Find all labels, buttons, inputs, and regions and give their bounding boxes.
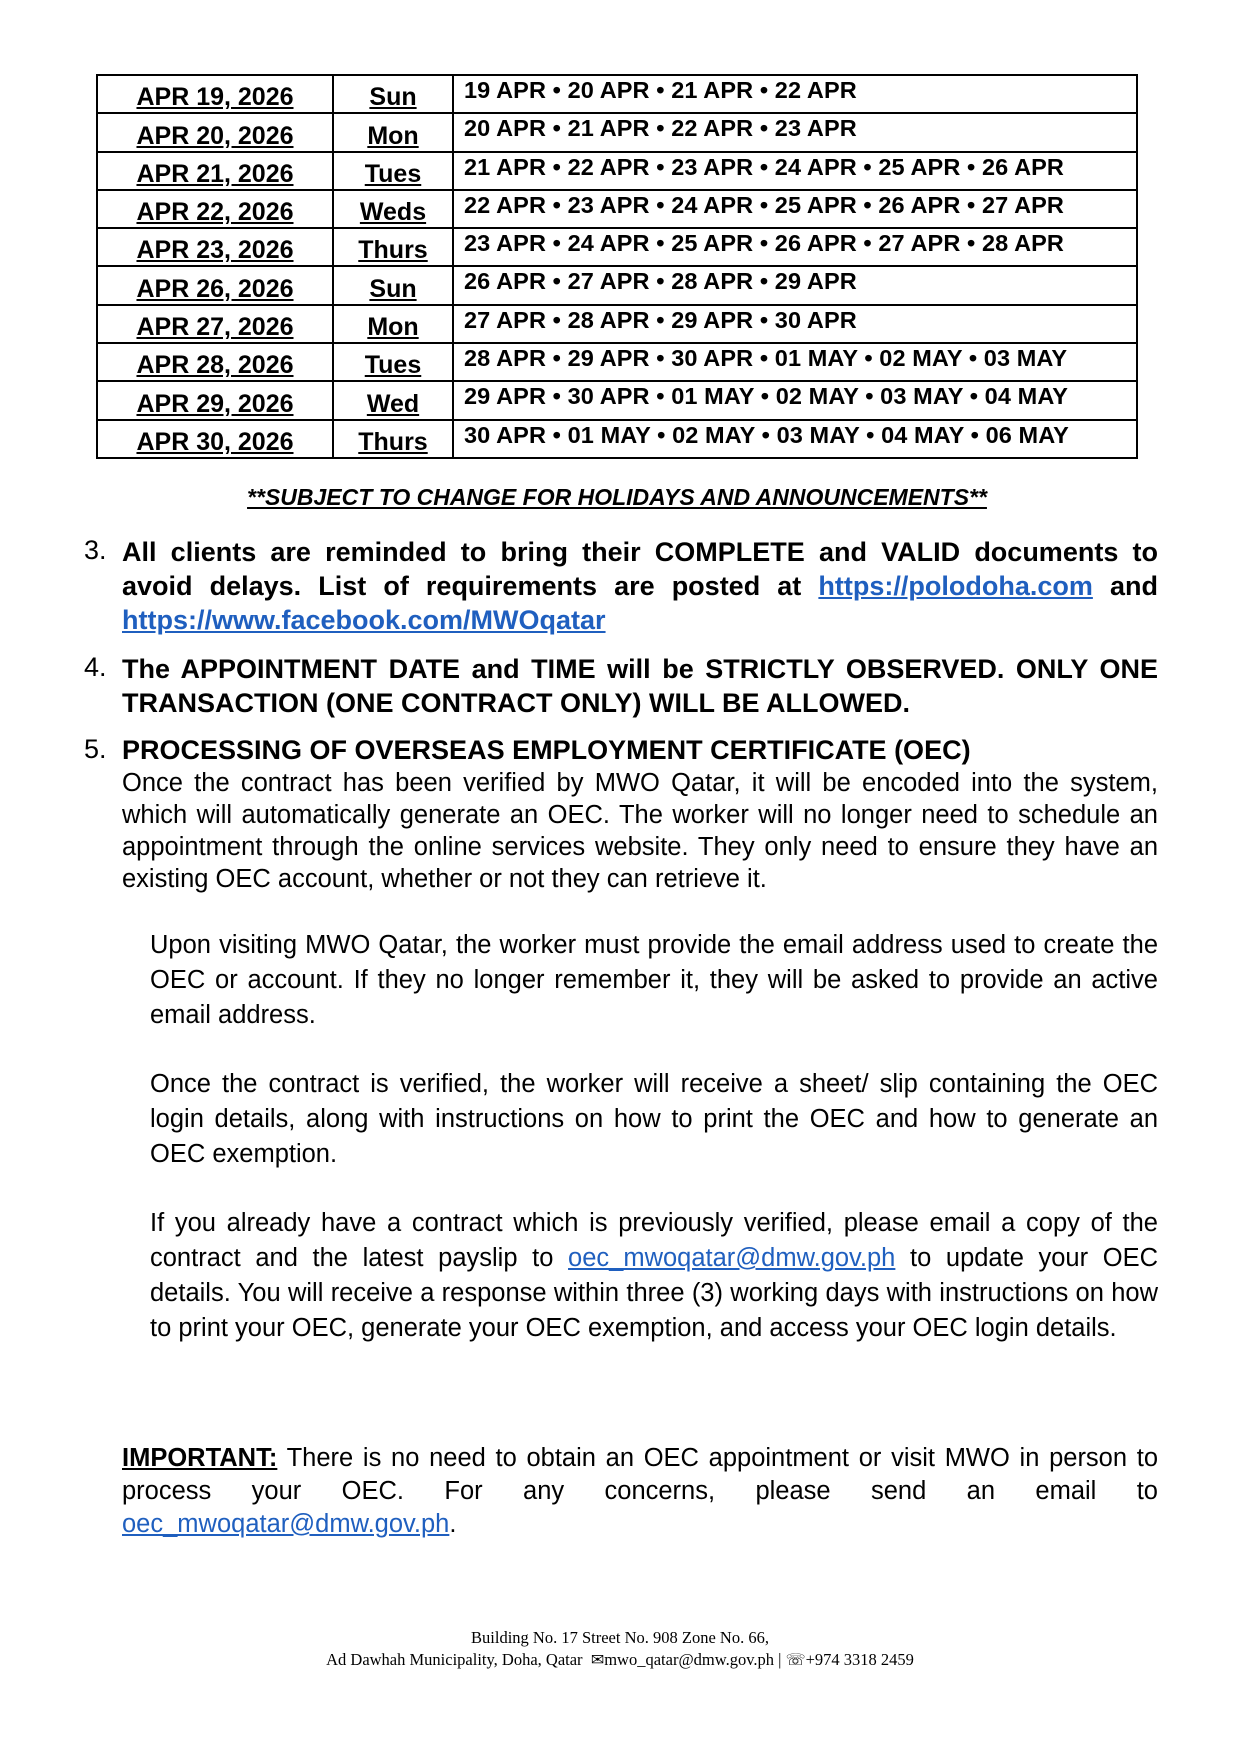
schedule-row	[97, 381, 1137, 419]
schedule-day: Weds	[333, 190, 453, 228]
footer-address-line1: Building No. 17 Street No. 908 Zone No. 66,	[471, 1628, 769, 1647]
item-3-and: and	[1109, 571, 1158, 601]
schedule-row	[97, 75, 1137, 113]
schedule-day: Mon	[333, 305, 453, 343]
footer	[0, 1627, 1240, 1672]
item-3	[84, 535, 1158, 637]
schedule-table	[96, 74, 1138, 459]
paragraph-previously-verified	[150, 1206, 1158, 1346]
footer-separator: |	[778, 1650, 782, 1669]
polodoha-link[interactable]: https://polodoha.com	[818, 571, 1093, 601]
schedule-notice: **SUBJECT TO CHANGE FOR HOLIDAYS AND ANNOUNCEMENTS**	[247, 484, 987, 510]
schedule-valid-dates: 28 APR • 29 APR • 30 APR • 01 MAY • 02 MAY • 03 MAY	[453, 343, 1137, 381]
footer-address: Ad Dawhah Municipality, Doha, Qatar	[326, 1650, 583, 1669]
phone-icon: ☏	[785, 1652, 806, 1669]
schedule-date: APR 22, 2026	[97, 190, 333, 228]
important-label: IMPORTANT:	[122, 1444, 278, 1472]
schedule-row	[97, 343, 1137, 381]
item-5-text: Once the contract has been verified by MWO Qatar, it will be encoded into the system, which will automatically generate an OEC. The worker will no longer need to schedule an appointment through the online services website. They only need to ensure they have an existing OEC account, whether or not they can retrieve it.	[122, 769, 1158, 893]
schedule-date: APR 27, 2026	[97, 305, 333, 343]
mail-icon: ✉	[590, 1652, 605, 1669]
schedule-date: APR 20, 2026	[97, 113, 333, 151]
schedule-row	[97, 113, 1137, 151]
schedule-date: APR 23, 2026	[97, 228, 333, 266]
footer-phone: +974 3318 2459	[805, 1650, 914, 1669]
item-5-heading: PROCESSING OF OVERSEAS EMPLOYMENT CERTIFICATE (OEC)	[122, 735, 971, 765]
schedule-date: APR 30, 2026	[97, 420, 333, 458]
schedule-row	[97, 190, 1137, 228]
schedule-day: Sun	[333, 266, 453, 304]
schedule-date: APR 21, 2026	[97, 152, 333, 190]
schedule-row	[97, 266, 1137, 304]
schedule-valid-dates: 21 APR • 22 APR • 23 APR • 24 APR • 25 APR • 26 APR	[453, 152, 1137, 190]
schedule-row	[97, 152, 1137, 190]
schedule-day: Tues	[333, 343, 453, 381]
schedule-date: APR 29, 2026	[97, 381, 333, 419]
para3-after: to update your OEC details. You will receive a response within three (3) working days with instructions on how to print your OEC, generate your OEC exemption, and access your OEC login details.	[150, 1244, 1158, 1342]
schedule-valid-dates: 19 APR • 20 APR • 21 APR • 22 APR	[453, 75, 1137, 113]
schedule-valid-dates: 22 APR • 23 APR • 24 APR • 25 APR • 26 APR • 27 APR	[453, 190, 1137, 228]
item-4-number: 4.	[84, 652, 107, 682]
schedule-day: Mon	[333, 113, 453, 151]
schedule-row	[97, 228, 1137, 266]
schedule-valid-dates: 23 APR • 24 APR • 25 APR • 26 APR • 27 APR • 28 APR	[453, 228, 1137, 266]
paragraph-visit: Upon visiting MWO Qatar, the worker must provide the email address used to create the OEC or account. If they no longer remember it, they will be asked to provide an active email address.	[150, 931, 1158, 1029]
item-3-body	[122, 535, 1158, 637]
schedule-day: Sun	[333, 75, 453, 113]
paragraph-verified: Once the contract is verified, the worker will receive a sheet/ slip containing the OEC login details, along with instructions on how to print the OEC and how to generate an OEC exemption.	[150, 1070, 1158, 1168]
item-4-body: The APPOINTMENT DATE and TIME will be STRICTLY OBSERVED. ONLY ONE TRANSACTION (ONE CONTRACT ONLY) WILL BE ALLOWED.	[122, 654, 1158, 718]
schedule-date: APR 26, 2026	[97, 266, 333, 304]
facebook-link[interactable]: https://www.facebook.com/MWOqatar	[122, 605, 606, 635]
schedule-body	[97, 75, 1137, 458]
schedule-valid-dates: 29 APR • 30 APR • 01 MAY • 02 MAY • 03 MAY • 04 MAY	[453, 381, 1137, 419]
schedule-row	[97, 420, 1137, 458]
schedule-valid-dates: 26 APR • 27 APR • 28 APR • 29 APR	[453, 266, 1137, 304]
item-5	[84, 734, 1158, 895]
schedule-row	[97, 305, 1137, 343]
important-end: .	[449, 1510, 457, 1538]
item-5-body	[122, 734, 1158, 895]
important-text: There is no need to obtain an OEC appointment or visit MWO in person to process your OEC. For any concerns, please send an email to	[122, 1444, 1159, 1505]
oec-email-link[interactable]: oec_mwoqatar@dmw.gov.ph	[568, 1244, 896, 1272]
important-note	[122, 1442, 1158, 1541]
schedule-day: Thurs	[333, 420, 453, 458]
footer-line2	[0, 1649, 1240, 1672]
schedule-valid-dates: 30 APR • 01 MAY • 02 MAY • 03 MAY • 04 MAY • 06 MAY	[453, 420, 1137, 458]
item-5-number: 5.	[84, 734, 107, 764]
item-3-number: 3.	[84, 535, 107, 565]
item-4	[84, 652, 1158, 720]
schedule-date: APR 19, 2026	[97, 75, 333, 113]
schedule-valid-dates: 27 APR • 28 APR • 29 APR • 30 APR	[453, 305, 1137, 343]
schedule-valid-dates: 20 APR • 21 APR • 22 APR • 23 APR	[453, 113, 1137, 151]
para3-before: If you already have a contract which is previously verified, please email a copy of the contract and the latest payslip to	[150, 1209, 1158, 1272]
footer-email: mwo_qatar@dmw.gov.ph	[604, 1650, 774, 1669]
schedule-day: Thurs	[333, 228, 453, 266]
schedule-day: Wed	[333, 381, 453, 419]
schedule-date: APR 28, 2026	[97, 343, 333, 381]
schedule-day: Tues	[333, 152, 453, 190]
item-3-text: All clients are reminded to bring their COMPLETE and VALID documents to avoid delays. List of requirements are posted at	[122, 537, 1158, 601]
important-email-link[interactable]: oec_mwoqatar@dmw.gov.ph	[122, 1510, 450, 1538]
